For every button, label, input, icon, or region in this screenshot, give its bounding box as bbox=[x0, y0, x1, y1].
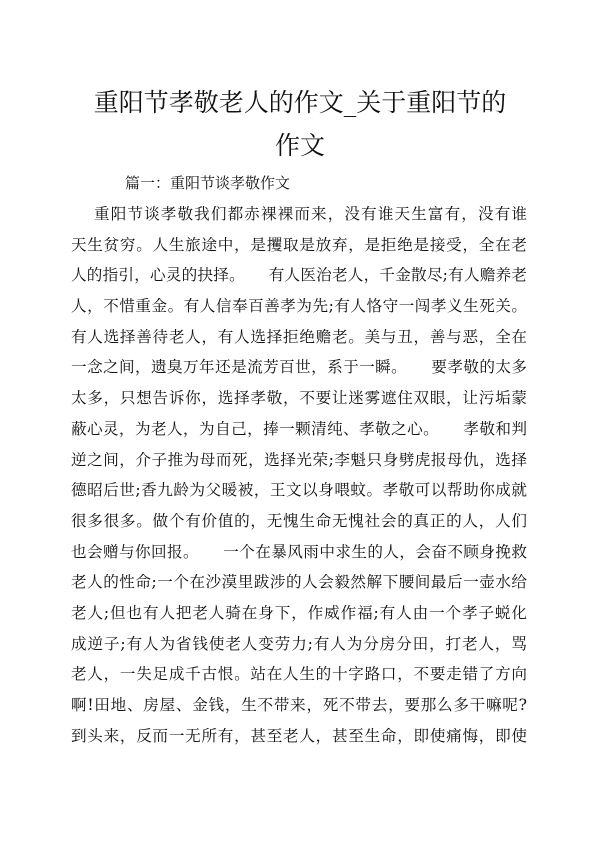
body-line: 有人选择善待老人，有人选择拒绝赡老。美与丑，善与恶，全在 bbox=[71, 327, 527, 346]
body-line: 老人;但也有人把老人骑在身下，作威作福;有人由一个孝子蜕化 bbox=[71, 603, 527, 622]
body-line: 太多，只想告诉你，选择孝敬，不要让迷雾遮住双眼，让污垢蒙 bbox=[71, 389, 527, 408]
body-line: 老人，一失足成千古恨。站在人生的十字路口，不要走错了方向 bbox=[71, 665, 527, 684]
body-line: 人的指引，心灵的抉择。 有人医治老人，千金散尽;有人赡养老 bbox=[71, 266, 527, 285]
body-line: 啊!田地、房屋、金钱，生不带来，死不带去，要那么多干嘛呢? bbox=[71, 696, 527, 714]
document-title-line-1: 重阳节孝敬老人的作文_关于重阳节的 bbox=[93, 88, 507, 117]
document-title-line-2: 作文 bbox=[274, 131, 325, 160]
body-line: 逆之间，介子推为母而死，选择光荣;李魁只身劈虎报母仇，选择 bbox=[71, 450, 527, 469]
body-line: 天生贫穷。人生旅途中，是攫取是放弃，是拒绝是接受，全在老 bbox=[71, 235, 527, 254]
body-line: 重阳节谈孝敬我们都赤裸裸而来，没有谁天生富有，没有谁 bbox=[94, 205, 527, 223]
body-line: 到头来，反而一无所有，甚至老人，甚至生命，即使痛悔，即使 bbox=[71, 726, 527, 745]
body-line: 成逆子;有人为省钱使老人变劳力;有人为分房分田，打老人，骂 bbox=[71, 634, 527, 653]
body-line: 蔽心灵，为老人，为自己，捧一颗清纯、孝敬之心。 孝敬和判 bbox=[71, 419, 527, 438]
section-subheading: 篇一：重阳节谈孝敬作文 bbox=[125, 174, 291, 192]
body-line: 也会赠与你回报。 一个在暴风雨中求生的人，会奋不顾身挽救 bbox=[71, 542, 527, 561]
body-paragraph bbox=[71, 199, 527, 751]
body-line: 老人的性命;一个在沙漠里跋涉的人会毅然解下腰间最后一壶水给 bbox=[71, 573, 527, 592]
body-line: 一念之间，遗臭万年还是流芳百世，系于一瞬。 要孝敬的太多 bbox=[71, 358, 527, 377]
body-line: 德昭后世;香九龄为父暖被，王文以身喂蚊。孝敬可以帮助你成就 bbox=[71, 481, 527, 500]
body-line: 很多很多。做个有价值的，无愧生命无愧社会的真正的人，人们 bbox=[71, 511, 527, 530]
body-line: 人，不惜重金。有人信奉百善孝为先;有人恪守一闯孝义生死关。 bbox=[71, 297, 527, 316]
